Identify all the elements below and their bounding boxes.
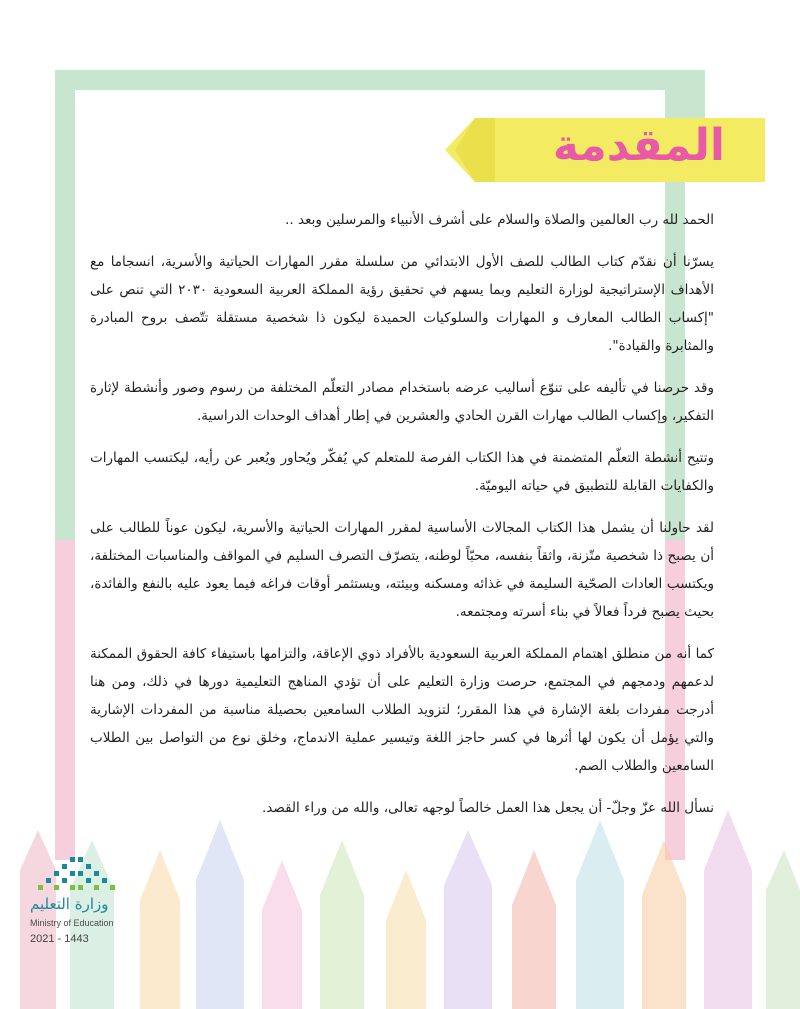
paragraph-closing: نسأل الله عزّ وجلّ- أن يجعل هذا العمل خالصاً لوجهه تعالى، والله من وراء القصد. — [262, 800, 714, 816]
paragraph-greeting: الحمد لله رب العالمين والصلاة والسلام على أشرف الأنبياء والمرسلين وبعد .. — [285, 212, 714, 228]
page-title: المقدمة — [552, 120, 725, 171]
edition-year: 2021 - 1443 — [30, 933, 89, 945]
paragraph-methods: وقد حرصنا في تأليفه على تنوّع أساليب عرضه باستخدام مصادر التعلّم المختلفة من رسوم وصور وأنشطة لإثارة التفكير، وإكساب الطالب مهارات القرن الحادي والعشرين في إطار أهداف الوحدات الدراسية. — [90, 380, 714, 424]
paragraph-goals: لقد حاولنا أن يشمل هذا الكتاب المجالات الأساسية لمقرر المهارات الحياتية والأسرية، ليكون عوناً للطالب على أن يصبح ذا شخصية متّزنة، واثقاً بنفسه، محبّاً لوطنه، يتصرّف التصرف السليم في المواقف والمناسبات المختلفة، ويكتسب العادات الصحّية السليمة في غذائه ومسكنه وبيئته، ويستثمر أوقات فراغه فيما يعود عليه بالنفع والفائدة، بحيث يصبح فرداً فعالاً في بناء أسرته ومجتمعه. — [90, 520, 714, 620]
ministry-logo — [30, 855, 140, 955]
paragraph-inclusion: كما أنه من منطلق اهتمام المملكة العربية السعودية بالأفراد ذوي الإعاقة، والتزامها باستيفاء كافة الحقوق الممكنة لدعمهم ودمجهم في المجتمع، حرصت وزارة التعليم على أن تؤدي المناهج التعليمية دورها في ذلك، ومن هنا أدرجت مفردات بلغة الإشارة في هذا المقرر؛ لتزويد الطلاب السامعين بحصيلة مناسبة من المفردات الإشارية والتي يؤمل أن يكون لها أثرها في كسر حاجز اللغة وتيسير عملية الاندماج، وخلق نوع من التواصل بين الطلاب السامعين والطلاب الصم. — [90, 646, 714, 774]
introduction-text — [90, 206, 714, 836]
title-banner — [445, 118, 765, 182]
ministry-name-arabic: وزارة التعليم — [30, 895, 109, 913]
ministry-logo-icon — [30, 855, 120, 891]
ministry-name-english: Ministry of Education — [30, 918, 114, 928]
paragraph-intro: يسرّنا أن نقدّم كتاب الطالب للصف الأول الابتدائي من سلسلة مقرر المهارات الحياتية والأسرية، انسجاما مع الأهداف الإستراتيجية لوزارة التعليم وبما يسهم في تحقيق رؤية المملكة العربية السعودية ٢٠٣٠ التي تنص على "إكساب الطالب المعارف و المهارات والسلوكيات الحميدة ليكون ذا شخصية مستقلة تتّصف بروح المبادرة والمثابرة والقيادة". — [90, 254, 714, 354]
page-frame-top — [55, 70, 705, 120]
paragraph-activities: وتتيح أنشطة التعلّم المتضمنة في هذا الكتاب الفرصة للمتعلم كي يُفكّر ويُحاور ويُعبر عن رأيه، ليكتسب المهارات والكفايات القابلة للتطبيق في حياته اليوميّة. — [90, 450, 714, 494]
page-frame-left — [55, 100, 75, 540]
